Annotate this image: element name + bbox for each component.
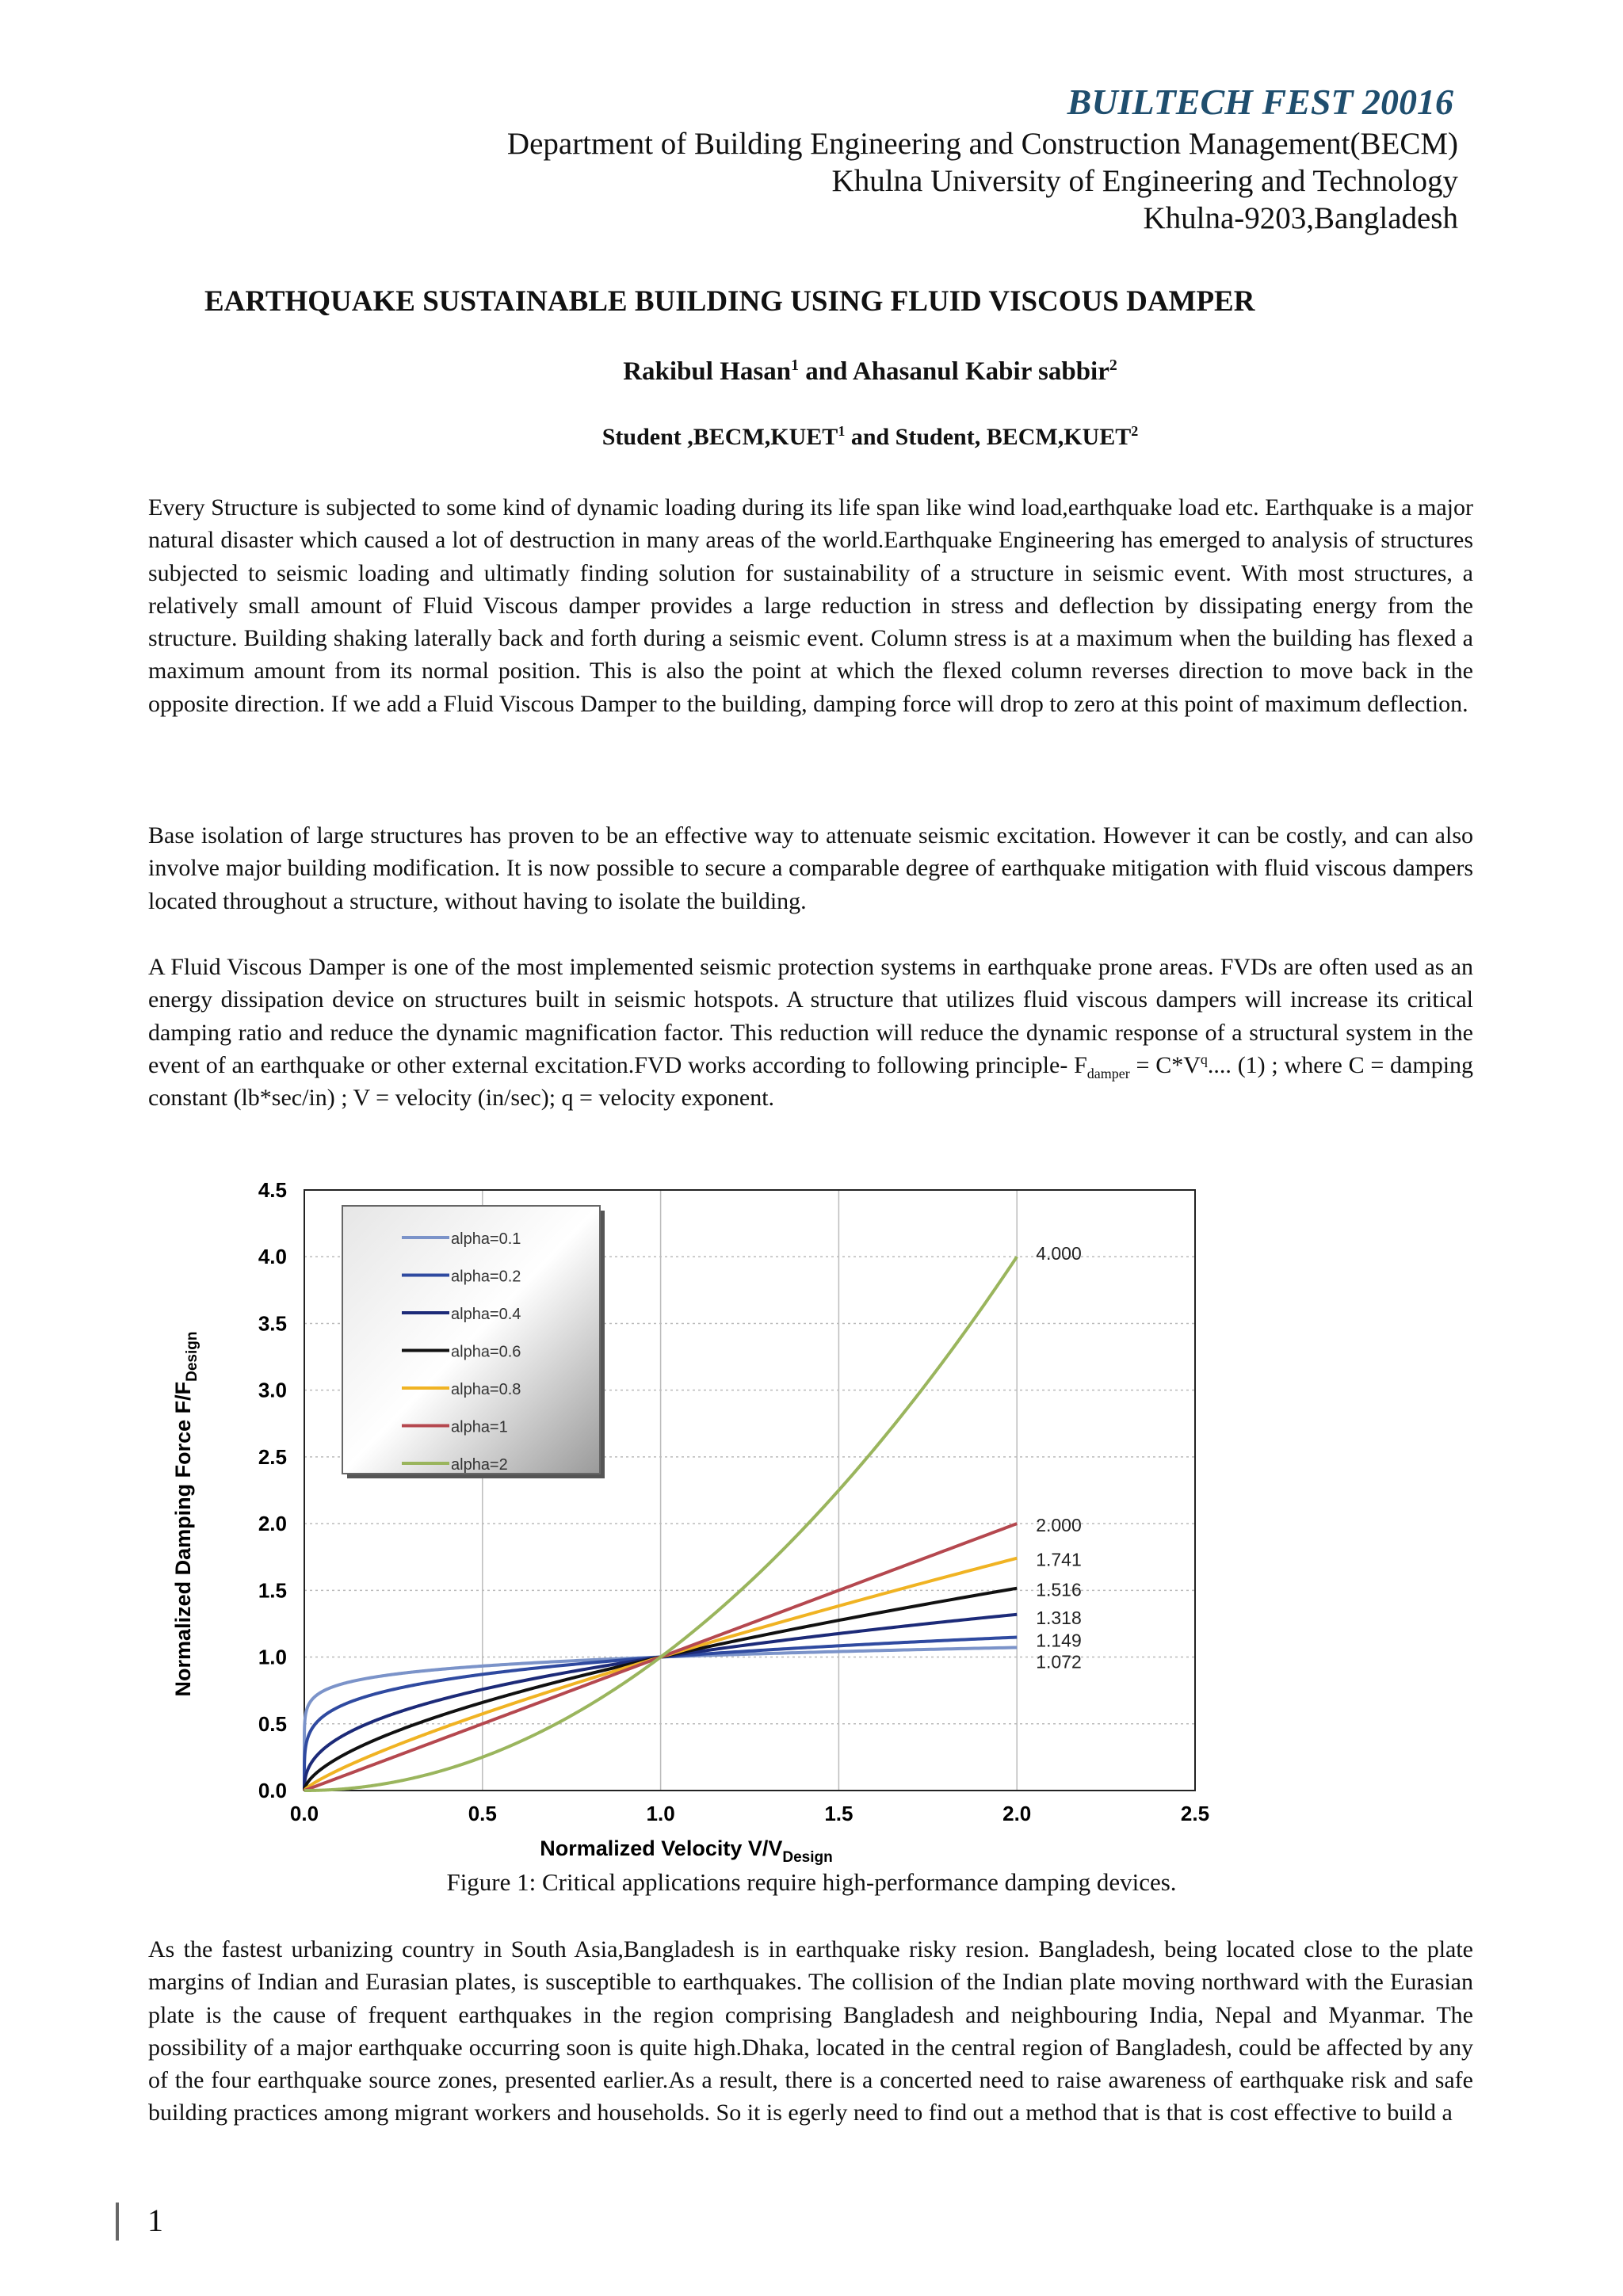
legend-entry: alpha=0.1 [451,1230,521,1248]
paper-title: EARTHQUAKE SUSTAINABLE BUILDING USING FLUID VISCOUS DAMPER [204,285,1255,318]
author-1: Rakibul Hasan [623,357,792,386]
paragraph-3-text: A Fluid Viscous Damper is one of the most implemented seismic protection systems in earthquake prone areas. FVDs are often used as an energy dissipation device on structures built in seismic hotspots. A structure that utilizes fluid viscous dampers will increase its critical damping ratio and reduce the dynamic magnification factor. This reduction will reduce the dynamic response of a structural system in the event of an earthquake or other external excitation.FVD works according to following principle- [148,954,1473,1078]
affiliation-1: Student ,BECM,KUET [601,424,838,450]
y-tick-label: 1.0 [258,1645,287,1669]
author-1-sup: 1 [791,357,799,374]
x-tick-label: 1.5 [824,1802,854,1825]
legend-entry: alpha=2 [451,1456,508,1474]
end-label: 1.516 [1036,1579,1082,1600]
end-label: 2.000 [1036,1515,1082,1536]
end-label: 1.072 [1036,1651,1082,1672]
y-tick-label: 3.0 [258,1378,287,1402]
x-axis-label: Normalized Velocity $V/V_{Design}$ [540,1836,833,1866]
paragraph-2: Base isolation of large structures has proven to be an effective way to attenuate seismic excitation. However it can be costly, and can also involve major building modification. It is now possible to secure a comparable degree of earthquake mitigation with fluid viscous dampers located throughout a structure, without having to isolate the building. [148,822,1473,914]
legend-entry: alpha=0.2 [451,1268,521,1286]
figure-caption: Figure 1: Critical applications require high-performance damping devices. [446,1868,1177,1896]
x-tick-label: 0.5 [468,1802,497,1825]
author-2-sup: 2 [1109,357,1117,374]
affiliation-line [0,421,1623,453]
y-tick-label: 4.5 [258,1178,287,1202]
end-label: 4.000 [1036,1243,1082,1264]
y-tick-label: 3.5 [258,1311,287,1336]
page-number-bar [116,2203,119,2241]
y-tick-label: 4.0 [258,1245,287,1269]
department-line: Department of Building Engineering and Construction Management(BECM) [506,127,1458,161]
affiliation-1-sup: 1 [838,423,846,439]
formula-rest: .... (1) ; where C = damping constant (lb*sec/in) ; V = velocity (in/sec); q = velocity exponent. [148,1051,1474,1112]
figure-1 [158,1163,1220,1868]
legend-entry: alpha=0.4 [451,1306,521,1323]
legend-entry: alpha=0.6 [451,1343,521,1361]
conference-title: BUILTECH FEST 20016 [1067,82,1453,122]
y-tick-label: 2.0 [258,1512,287,1536]
university-line: Khulna University of Engineering and Technology [831,164,1458,198]
x-tick-label: 0.0 [289,1802,319,1825]
x-axis-ticks [290,1802,1209,1825]
end-label: 1.318 [1036,1607,1082,1628]
y-axis-ticks [258,1178,287,1802]
page-number: 1 [147,2203,163,2238]
x-tick-label: 2.5 [1180,1802,1210,1825]
y-tick-label: 0.0 [258,1779,287,1802]
formula-subscript: damper [1086,1065,1130,1081]
x-tick-label: 2.0 [1002,1802,1032,1825]
y-tick-label: 1.5 [258,1578,287,1603]
paragraph-3 [148,951,1473,1114]
legend-entry: alpha=1 [451,1418,508,1436]
formula-superscript: q [1200,1051,1208,1067]
end-label: 1.741 [1036,1549,1082,1570]
end-label: 1.149 [1036,1630,1082,1651]
paragraph-4: As the fastest urbanizing country in South Asia,Bangladesh is in earthquake risky resion. Bangladesh, being located close to the plate margins of Indian and Eurasian plates, is susceptible to earthquakes. The collision of the Indian plate moving northward with the Eurasian plate is the cause of frequent earthquakes in the region comprising Bangladesh and neighbouring India, Nepal and Myanmar. The possibility of a major earthquake occurring soon is quite high.Dhaka, located in the central region of Bangladesh, could be affected by any of the four earthquake source zones, presented earlier.As a result, there is a concerted need to raise awareness of earthquake risk and safe building practices among migrant workers and households. So it is egerly need to find out a method that is that is cost effective to build a [148,1936,1473,2126]
damping-force-chart [158,1163,1220,1868]
address-line: Khulna-9203,Bangladesh [1143,201,1458,235]
y-tick-label: 2.5 [258,1444,287,1469]
author-line [0,355,1623,388]
formula-f: F [1074,1051,1087,1078]
y-axis-label: Normalized Damping Force $F/F_{Design}$ [171,1331,200,1697]
chart-legend [342,1206,605,1478]
formula-eq: = C*V [1129,1051,1201,1078]
page-header [507,79,1458,237]
affiliation-2-sup: 2 [1131,423,1139,439]
legend-entry: alpha=0.8 [451,1381,521,1398]
author-connector: and [805,357,848,386]
x-tick-label: 1.0 [646,1802,675,1825]
paragraph-1: Every Structure is subjected to some kind of dynamic loading during its life span like wind load,earthquake load etc. Earthquake is a major natural disaster which caused a lot of destruction in many areas of the world.Earthquake Engineering has emerged to analysis of structures subjected to seismic loading and ultimatly finding solution for sustainability of a structure in seismic event. With most structures, a relatively small amount of Fluid Viscous damper provides a large reduction in stress and deflection by dissipating energy from the structure. Building shaking laterally back and forth during a seismic event. Column stress is at a maximum when the building has flexed a maximum amount from its normal position. This is also the point at which the flexed column reverses direction to move back in the opposite direction. If we add a Fluid Viscous Damper to the building, damping force will drop to zero at this point of maximum deflection. [148,494,1473,717]
affiliation-connector: and Student, BECM,KUET [850,424,1132,450]
y-tick-label: 0.5 [258,1711,287,1736]
author-2: Ahasanul Kabir sabbir [852,357,1109,386]
